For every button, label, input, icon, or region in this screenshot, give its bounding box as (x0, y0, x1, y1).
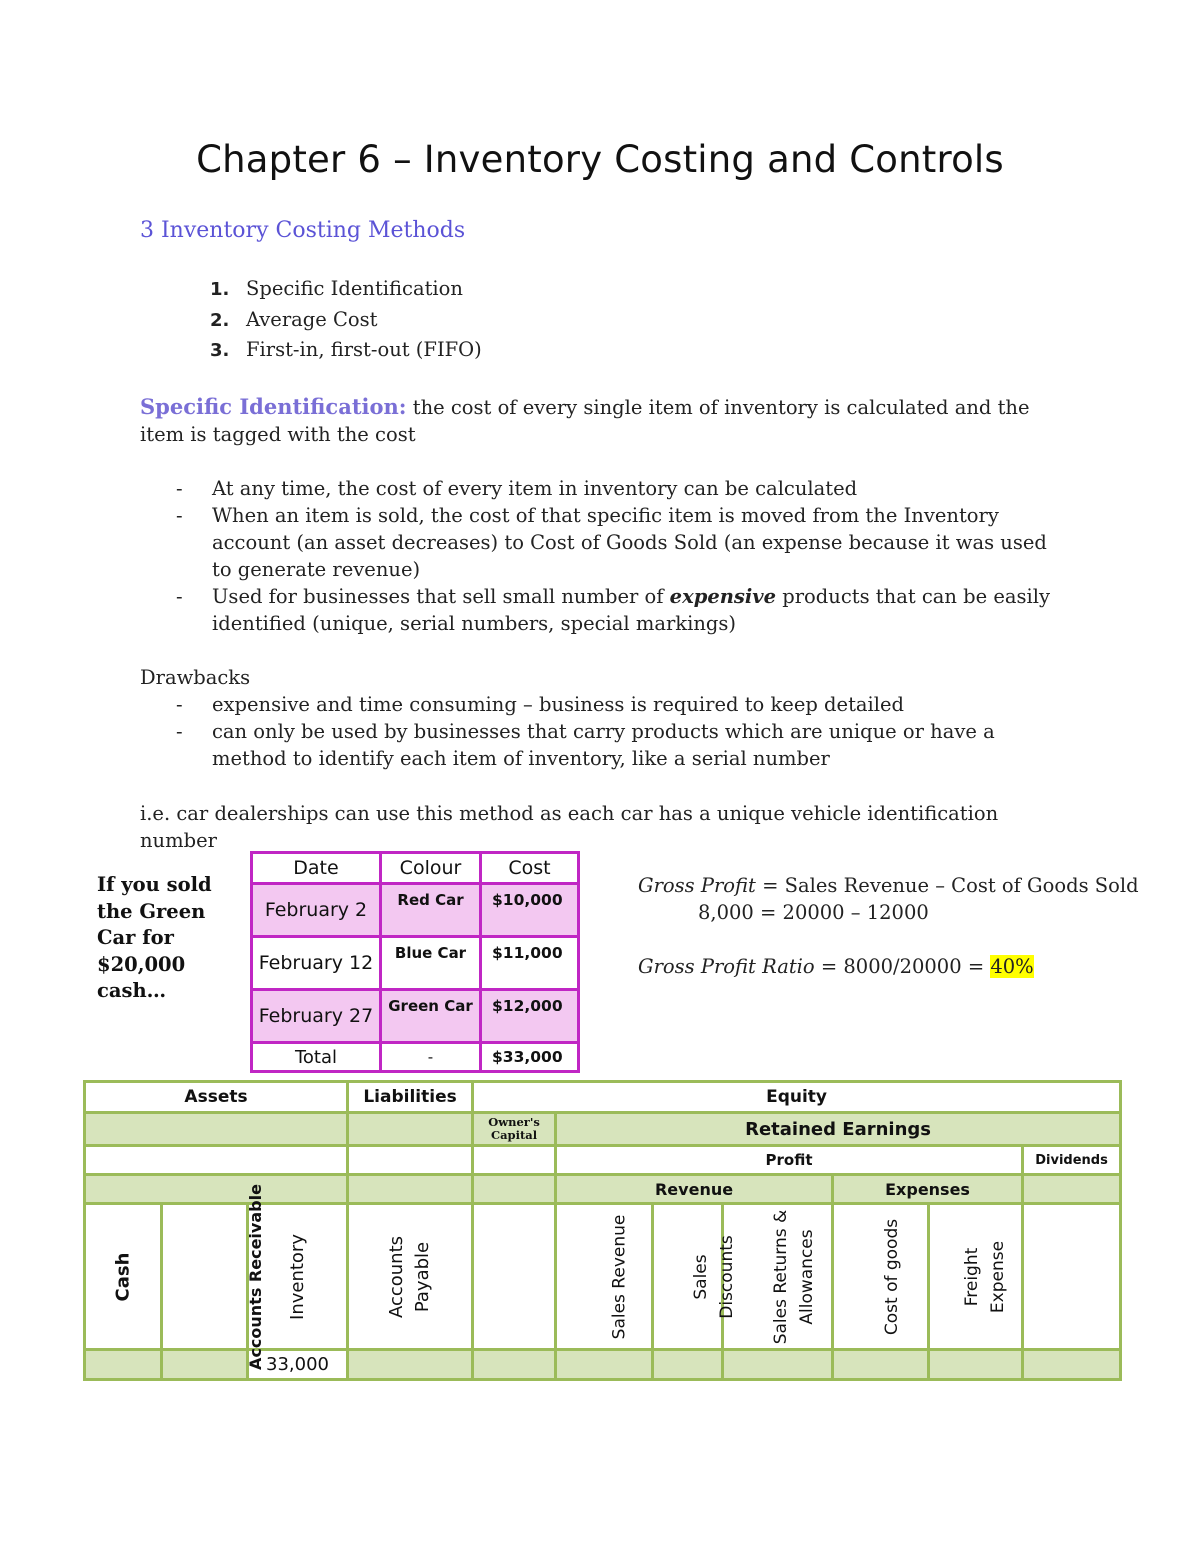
freight-expense-column: Freight Expense (962, 1240, 1009, 1313)
drawbacks-list (172, 691, 1052, 772)
highlighted-result: 40% (990, 955, 1034, 978)
inventory-column: Inventory (286, 1233, 308, 1320)
list-item: 2. Average Cost (210, 307, 378, 331)
cost-of-goods-column: Cost of goods (882, 1218, 903, 1335)
owners-capital-header: Owner's Capital (473, 1113, 556, 1146)
dividends-header: Dividends (1023, 1146, 1121, 1175)
sales-revenue-column: Sales Revenue (609, 1214, 630, 1339)
accounting-equation-table (83, 1080, 1122, 1381)
example-note: i.e. car dealerships can use this method as each car has a unique vehicle identification number (140, 802, 999, 852)
specific-id-bullets (172, 475, 1052, 637)
page-title: Chapter 6 – Inventory Costing and Controls (196, 138, 1004, 181)
list-item: - At any time, the cost of every item in inventory can be calculated (176, 477, 858, 500)
side-note: If you sold the Green Car for $20,000 cash… (97, 873, 212, 1002)
car-cost-table (250, 851, 580, 1073)
inventory-value: 33,000 (248, 1350, 348, 1380)
column-header: Date (252, 853, 381, 884)
gross-profit-formula: Gross Profit = Sales Revenue – Cost of Goods Sold (638, 874, 1139, 897)
profit-header: Profit (556, 1146, 1023, 1175)
specific-id-definition: Specific Identification: the cost of every single item of inventory is calculated and the item is tagged with the cost (140, 394, 1030, 446)
total-row: Total - $33,000 (252, 1043, 579, 1072)
list-item: - can only be used by businesses that carry products which are unique or have a method to identify each item of inventory, like a serial number (176, 720, 995, 770)
sales-returns-column: Sales Returns & Allowances (771, 1209, 818, 1344)
list-item: 3. First-in, first-out (FIFO) (210, 338, 482, 361)
methods-list (210, 274, 482, 366)
gross-profit-calculation: 8,000 = 20000 – 12000 (698, 901, 929, 924)
column-header: Cost (481, 853, 579, 884)
revenue-header: Revenue (556, 1175, 833, 1204)
column-header: Colour (381, 853, 481, 884)
list-item: - expensive and time consuming – business is required to keep detailed (176, 693, 905, 716)
list-item: - When an item is sold, the cost of that specific item is moved from the Inventory account (an asset decreases) to Cost of Goods Sold (an expense because it was used to generate revenue) (176, 504, 1047, 581)
assets-header: Assets (85, 1082, 348, 1113)
sales-discounts-column: Sales Discounts (691, 1234, 738, 1319)
equity-header: Equity (473, 1082, 1121, 1113)
liabilities-header: Liabilities (348, 1082, 473, 1113)
list-item: 1. Specific Identification (210, 277, 463, 300)
table-row: February 27 Green Car $12,000 (252, 990, 579, 1043)
gross-profit-ratio-formula: Gross Profit Ratio = 8000/20000 = 40% (638, 955, 1034, 978)
term-label: Specific Identification: (140, 394, 407, 419)
drawbacks-heading: Drawbacks (140, 666, 251, 689)
table-row: February 2 Red Car $10,000 (252, 884, 579, 937)
retained-earnings-header: Retained Earnings (556, 1113, 1121, 1146)
methods-heading: 3 Inventory Costing Methods (140, 218, 466, 243)
list-item: - Used for businesses that sell small number of expensive products that can be easily identified (unique, serial numbers, special markings) (176, 585, 1051, 635)
table-row: February 12 Blue Car $11,000 (252, 937, 579, 990)
expenses-header: Expenses (833, 1175, 1023, 1204)
accounts-payable-column: Accounts Payable (386, 1235, 434, 1318)
accounts-receivable-column: Accounts Receivable (245, 1183, 265, 1370)
cash-column: Cash (111, 1252, 133, 1301)
